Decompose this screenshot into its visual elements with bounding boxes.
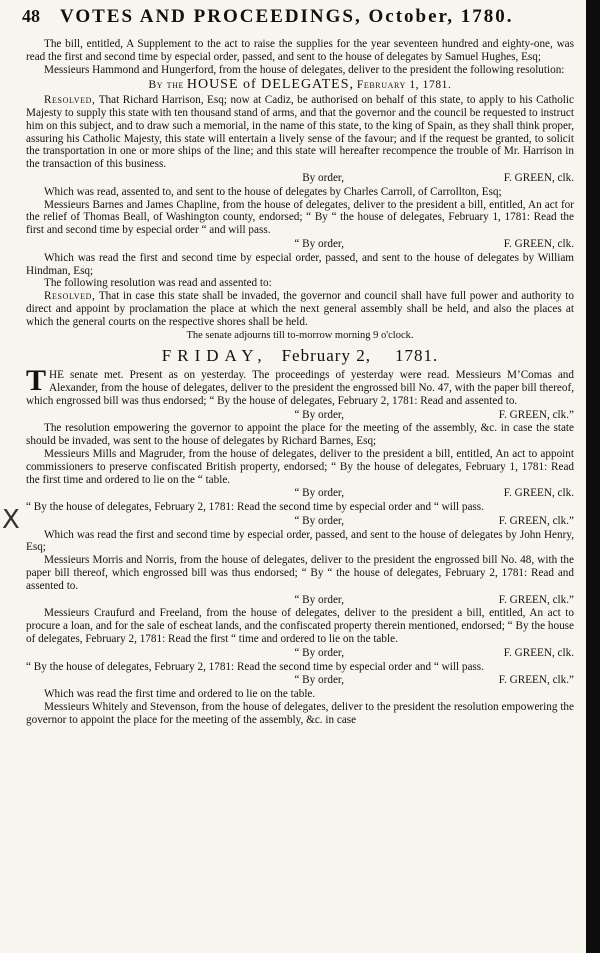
clerk-signature: F. GREEN, clk.” [498, 408, 574, 421]
day-heading [26, 346, 574, 366]
paragraph: The bill, entitled, A Supplement to the act to raise the supplies for the year seventeen hundred and eighty-one, was read the first and second time by especial order, passed, and sent to the house of delegates by Samuel Hughes, Esq; [26, 38, 574, 63]
resolution-paragraph [26, 94, 574, 171]
by-order: By order, [302, 171, 344, 184]
house-heading [26, 79, 574, 92]
opening-text: HE senate met. Present as on yesterday. The proceedings of yesterday were read. Messieurs M’Comas and Alexander, from the house of delegates, deliver to the president the engrossed bill No. 47, with the paper bill thereof, which engrossed bill was thus endorsed; “ By the house of delegates, February 2, 1781: Read and assented to. [26, 369, 574, 407]
clerk-signature: F. GREEN, clk. [503, 646, 574, 659]
paragraph: Messieurs Mills and Magruder, from the house of delegates, deliver to the president a bill, entitled, An act to appoint commissioners to preserve confiscated British property, endorsed; “ By the house of delegates, February 1, 1781: Read the first time and ordered to lie on the “ table. [26, 447, 574, 486]
order-line [26, 409, 574, 422]
by-order: “ By order, [294, 514, 344, 527]
paragraph: Which was read, assented to, and sent to the house of delegates by Charles Carroll, of Carrollton, Esq; [44, 185, 502, 198]
clerk-signature: F. GREEN, clk. [503, 487, 574, 500]
resolved-label: Resolved, [44, 290, 96, 303]
paragraph: The resolution empowering the governor to appoint the place for the meeting of the assembly, &c. in case the state should be invaded, was sent to the house of delegates by Richard Barnes, Esq; [26, 422, 574, 448]
by-order: “ By order, [294, 593, 344, 606]
opening-paragraph [26, 364, 574, 407]
order-line [26, 674, 574, 687]
order-line [26, 172, 574, 185]
drop-cap: T [26, 364, 47, 398]
day-word: FRIDAY, [161, 346, 268, 366]
clerk-signature: F. GREEN, clk.” [498, 593, 574, 606]
house-heading-date: February 1, 1781. [356, 79, 452, 92]
by-order: “ By order, [294, 237, 344, 250]
resolved-label: Resolved, [44, 94, 96, 107]
clerk-signature: F. GREEN, clk.” [498, 514, 574, 527]
paragraph: Which was read the first and second time by especial order, passed, and sent to the house of delegates by John Henry, Esq; [26, 528, 574, 554]
resolution-paragraph [26, 290, 574, 328]
paragraph: Messieurs Craufurd and Freeland, from the house of delegates, deliver to the president a bill, entitled, An act to procure a loan, and for the sale of escheat lands, and the confiscated property therein mentioned, endorsed; “ By the house of delegates, February 2, 1781: Read the first “ time and ordered to lie on the table. [26, 607, 574, 646]
paragraph: Messieurs Whitely and Stevenson, from the house of delegates, deliver to the president the resolution empowering the governor to appoint the place for the meeting of the assembly, &c. in case [26, 701, 574, 726]
by-order: “ By order, [294, 487, 344, 500]
paragraph: Which was read the first time and ordered to lie on the table. [44, 688, 316, 701]
day-year: 1781. [394, 346, 439, 366]
clerk-signature: F. GREEN, clk.” [498, 674, 574, 687]
resolution-text: That Richard Harrison, Esq; now at Cadiz, be authorised on behalf of this state, to apply to his Catholic Majesty to supply this state with ten thousand stand of arms, and that the governor and the council be requested to instruct him on this subject, and to draw such a memorial, in the name of this state, to the king of Spain, as they shall think proper, assuring his Catholic Majesty, this state will entertain a lively sense of the favour; and if the request be granted, to solicit the transportation in one or more ships of the line; and this state will hereafter recompence the trouble of Mr. Harrison in the transaction of this business. [26, 94, 574, 171]
order-line [26, 515, 574, 528]
house-heading-main: HOUSE of DELEGATES, [186, 77, 354, 93]
paragraph: “ By the house of delegates, February 2, 1781: Read the second time by especial order and “ will pass. [26, 501, 484, 514]
paragraph: The following resolution was read and assented to: [44, 277, 272, 290]
paragraph: Messieurs Morris and Norris, from the house of delegates, deliver to the president the engrossed bill No. 48, with the paper bill thereof, which engrossed bill was thus endorsed; “ By “ the house of delegates, February 2, 1781: Read and assented to. [26, 554, 574, 592]
by-order: “ By order, [294, 646, 344, 659]
margin-cross-mark: X [2, 505, 20, 535]
adjournment-line: The senate adjourns till to-morrow morning 9 o'clock. [186, 329, 414, 341]
order-line [26, 594, 574, 607]
paragraph: “ By the house of delegates, February 2, 1781: Read the second time by especial order and “ will pass. [26, 660, 484, 673]
order-line [26, 238, 574, 251]
paragraph: Messieurs Hammond and Hungerford, from the house of delegates, deliver to the president the following resolution: [44, 63, 565, 76]
paragraph: Which was read the first and second time by especial order, passed, and sent to the house of delegates by William Hindman, Esq; [26, 251, 574, 277]
day-date: February 2, [281, 346, 371, 366]
resolution-text: That in case this state shall be invaded, the governor and council shall have full power and authority to direct and appoint by proclamation the place at which the next general assembly shall be held, and also the places at which the general courts on the respective shores shall be held. [26, 290, 574, 328]
running-title: VOTES AND PROCEEDINGS, October, 1780. [60, 6, 514, 27]
page-number: 48 [22, 6, 40, 26]
by-order: “ By order, [294, 674, 344, 687]
page-body [26, 38, 574, 727]
clerk-signature: F. GREEN, clk. [503, 237, 574, 250]
page-header [22, 6, 582, 34]
house-heading-pre: By the [148, 79, 184, 92]
by-order: “ By order, [294, 408, 344, 421]
clerk-signature: F. GREEN, clk. [503, 171, 574, 184]
paragraph: Messieurs Barnes and James Chapline, from the house of delegates, deliver to the president a bill, entitled, An act for the relief of Thomas Beall, of Washington county, endorsed; “ By “ the house of delegates, February 1, 1781: Read the first and second time by especial order “ and will pass. [26, 198, 574, 237]
order-line [26, 647, 574, 660]
order-line [26, 487, 574, 500]
